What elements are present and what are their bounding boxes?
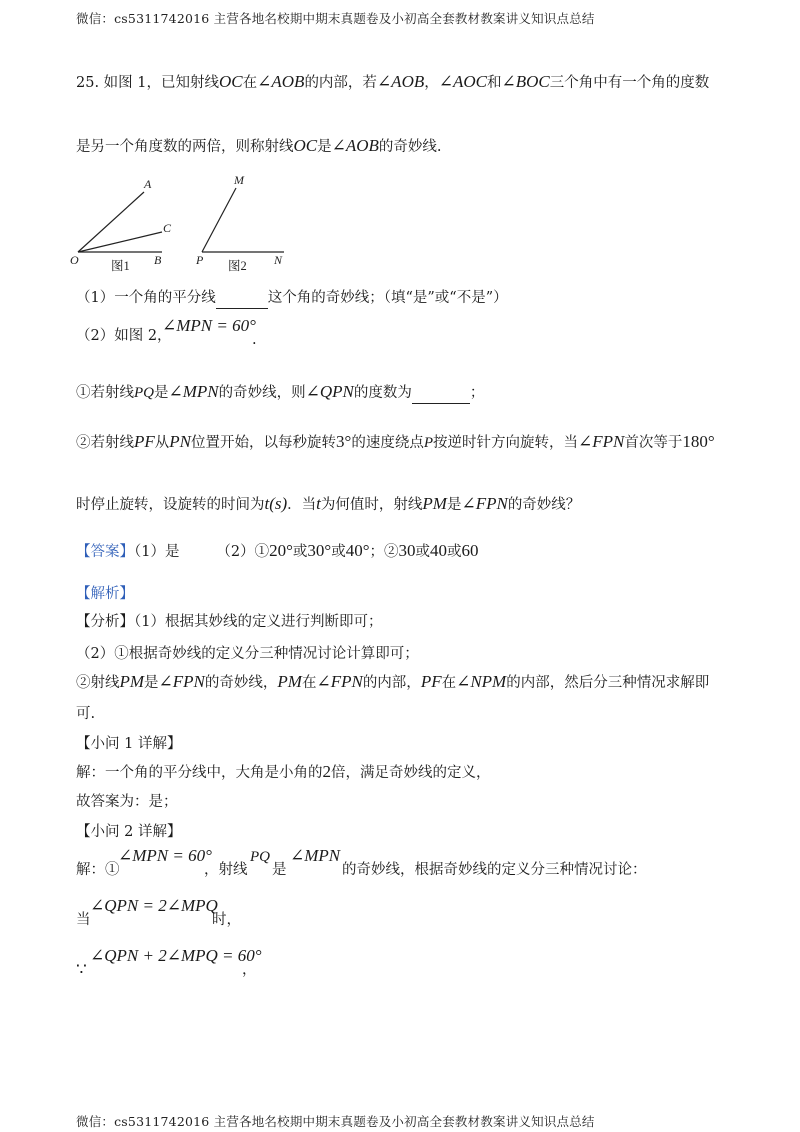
problem-line-2: 是另一个角度数的两倍，则称射线OC是∠AOB的奇妙线. [76, 136, 442, 155]
fenxi-line-4: 可. [76, 706, 96, 722]
question-2-2-line-1: ②若射线PF从PN位置开始，以每秒旋转3°的速度绕点P按逆时针方向旋转，当∠FPN首次等于180° [76, 432, 715, 451]
ray-oc-line [78, 232, 162, 252]
label-a: A [144, 177, 152, 191]
figure-2-caption: 图2 [228, 259, 247, 273]
sub2-line-1a: 解：① [76, 862, 120, 878]
label-m: M [234, 173, 244, 187]
answer-tag: 【答案】 [76, 544, 134, 560]
fenxi-line-1: 【分析】（1）根据其妙线的定义进行判断即可； [76, 614, 383, 630]
ray-oa [78, 192, 144, 252]
analysis-tag: 【解析】 [76, 586, 134, 602]
fenxi-line-3: ②射线PM是∠FPN的奇妙线，PM在∠FPN的内部，PF在∠NPM的内部，然后分三种情况求解即 [76, 672, 710, 691]
question-2-math: ∠MPN = 60° [162, 316, 256, 335]
sub2-line-1b: ，射线 [204, 862, 248, 878]
page-header: 微信：cs5311742016 主营各地名校期中期末真题卷及小初高全套教材教案讲义知识点总结 [76, 11, 595, 26]
answer-blank-2[interactable] [412, 383, 470, 404]
question-2-dot: . [252, 332, 257, 348]
question-2-2-line-2: 时停止旋转，设旋转的时间为t(s)．当t为何值时，射线PM是∠FPN的奇妙线？ [76, 494, 581, 513]
problem-line-1: 25. 如图 1，已知射线OC在∠AOB的内部，若∠AOB，∠AOC和∠BOC三个角中有一个角的度数 [76, 72, 710, 91]
sub2-line-1c: 是 [272, 862, 287, 878]
question-2-1: ①若射线PQ是∠MPN的奇妙线，则∠QPN的度数为 ； [76, 382, 484, 404]
sub1-line-1: 解：一个角的平分线中，大角是小角的2倍，满足奇妙线的定义， [76, 762, 491, 781]
label-p: P [196, 253, 204, 267]
fenxi-line-2: （2）①根据奇妙线的定义分三种情况讨论计算即可； [76, 646, 419, 662]
because-symbol: ∵ [76, 960, 87, 980]
question-1: （1）一个角的平分线 这个角的奇妙线；（填“是”或“不是”） [76, 288, 508, 309]
label-c: C [163, 221, 172, 235]
because-math: ∠QPN + 2∠MPQ = 60° [90, 946, 262, 965]
sub1-line-2: 故答案为：是； [76, 794, 178, 810]
answer-blank-1[interactable] [216, 288, 268, 309]
ray-oc: OC [219, 72, 243, 91]
case-math: ∠QPN = 2∠MPQ [90, 896, 218, 915]
figure-1-caption: 图1 [111, 259, 130, 273]
sub1-tag: 【小问 1 详解】 [76, 736, 182, 752]
label-o: O [70, 253, 79, 267]
sub2-math: ∠MPN = 60° [118, 846, 212, 865]
label-b: B [154, 253, 162, 267]
sub2-tag: 【小问 2 详解】 [76, 824, 182, 840]
sub2-angle: ∠MPN [290, 846, 341, 865]
ray-pm [202, 188, 236, 252]
label-n: N [274, 253, 283, 267]
sub2-pq: PQ [250, 849, 270, 865]
case-a: 当 [76, 912, 91, 928]
problem-number: 25. [76, 75, 100, 91]
because-comma: ， [242, 962, 257, 978]
page-footer: 微信：cs5311742016 主营各地名校期中期末真题卷及小初高全套教材教案讲义知识点总结 [76, 1114, 595, 1129]
sub2-line-1d: 的奇妙线，根据奇妙线的定义分三种情况讨论： [342, 862, 647, 878]
figure-1-diagram [66, 172, 186, 277]
answer-line: 【答案】（1）是 （2）①20°或30°或40°；②30或40或60 [76, 541, 479, 560]
figure-2-diagram [190, 172, 300, 277]
question-2: （2）如图 2， [76, 328, 172, 344]
case-b: 时， [212, 912, 241, 928]
